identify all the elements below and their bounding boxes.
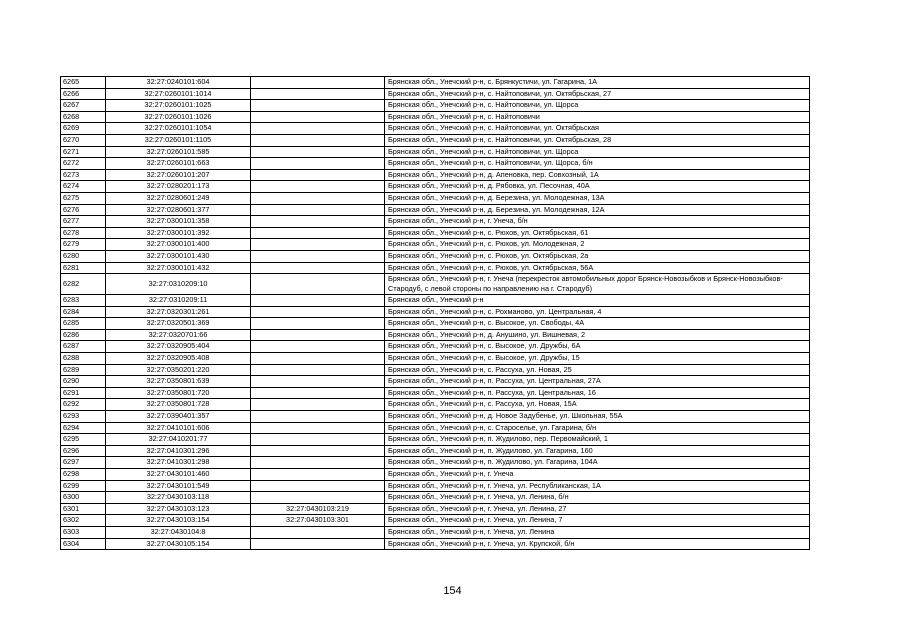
address-cell: Брянская обл., Унечский р-н, г. Унеча, ул. Ленина [385,526,810,538]
row-number-cell: 6290 [61,376,106,388]
address-cell: Брянская обл., Унечский р-н, п. Рассуха, ул. Центральная, 16 [385,387,810,399]
address-cell: Брянская обл., Унечский р-н, с. Найтоповичи [385,111,810,123]
row-number-cell: 6265 [61,77,106,89]
row-number-cell: 6270 [61,134,106,146]
row-number-cell: 6303 [61,526,106,538]
address-cell: Брянская обл., Унечский р-н, с. Найтоповичи, ул. Щорса [385,146,810,158]
previous-cadastral-number-cell [251,457,385,469]
table-row [61,538,810,550]
address-cell: Брянская обл., Унечский р-н, с. Староселье, ул. Гагарина, б/н [385,422,810,434]
previous-cadastral-number-cell [251,250,385,262]
cadastral-number-cell: 32:27:0300101:392 [106,227,251,239]
table-row [61,387,810,399]
previous-cadastral-number-cell [251,469,385,481]
previous-cadastral-number-cell [251,434,385,446]
cadastral-number-cell: 32:27:0300101:432 [106,262,251,274]
address-cell: Брянская обл., Унечский р-н, п. Жудилово, пер. Первомайский, 1 [385,434,810,446]
row-number-cell: 6289 [61,364,106,376]
table-row [61,216,810,228]
previous-cadastral-number-cell [251,239,385,251]
table-row [61,262,810,274]
cadastral-number-cell: 32:27:0430101:549 [106,480,251,492]
previous-cadastral-number-cell [251,341,385,353]
row-number-cell: 6272 [61,158,106,170]
previous-cadastral-number-cell [251,295,385,307]
row-number-cell: 6282 [61,274,106,295]
table-row [61,146,810,158]
table-row [61,526,810,538]
row-number-cell: 6302 [61,515,106,527]
cadastral-number-cell: 32:27:0260101:1105 [106,134,251,146]
row-number-cell: 6280 [61,250,106,262]
cadastral-number-cell: 32:27:0260101:1054 [106,123,251,135]
table-row [61,100,810,112]
address-cell: Брянская обл., Унечский р-н, с. Найтоповичи, ул. Щорса, б/н [385,158,810,170]
cadastral-number-cell: 32:27:0310209:11 [106,295,251,307]
table-row [61,274,810,295]
address-cell: Брянская обл., Унечский р-н, с. Высокое, ул. Дружбы, 6А [385,341,810,353]
cadastral-number-cell: 32:27:0430103:154 [106,515,251,527]
row-number-cell: 6304 [61,538,106,550]
row-number-cell: 6283 [61,295,106,307]
address-cell: Брянская обл., Унечский р-н, с. Рюхов, ул. Октябрьская, 2а [385,250,810,262]
row-number-cell: 6296 [61,445,106,457]
address-cell: Брянская обл., Унечский р-н, г. Унеча, ул. Ленина, 27 [385,503,810,515]
table-row [61,376,810,388]
previous-cadastral-number-cell [251,480,385,492]
table-row [61,227,810,239]
cadastral-number-cell: 32:27:0300101:430 [106,250,251,262]
table-row [61,306,810,318]
previous-cadastral-number-cell [251,227,385,239]
previous-cadastral-number-cell [251,158,385,170]
cadastral-number-cell: 32:27:0320501:369 [106,318,251,330]
table-row [61,411,810,423]
previous-cadastral-number-cell [251,318,385,330]
address-cell: Брянская обл., Унечский р-н, с. Рюхов, ул. Октябрьская, 61 [385,227,810,239]
table-row [61,434,810,446]
cadastral-number-cell: 32:27:0240101:604 [106,77,251,89]
address-cell: Брянская обл., Унечский р-н, п. Рассуха, ул. Центральная, 27А [385,376,810,388]
row-number-cell: 6276 [61,204,106,216]
cadastral-number-cell: 32:27:0260101:1026 [106,111,251,123]
row-number-cell: 6291 [61,387,106,399]
table-row [61,169,810,181]
address-cell: Брянская обл., Унечский р-н, г. Унеча, б/н [385,216,810,228]
address-cell: Брянская обл., Унечский р-н, д. Анушино, ул. Вишневая, 2 [385,329,810,341]
table-row [61,353,810,365]
address-cell: Брянская обл., Унечский р-н, с. Рассуха, ул. Новая, 15А [385,399,810,411]
cadastral-number-cell: 32:27:0430104:8 [106,526,251,538]
cadastral-number-cell: 32:27:0430103:123 [106,503,251,515]
address-cell: Брянская обл., Унечский р-н, с. Брянкустичи, ул. Гагарина, 1А [385,77,810,89]
address-cell: Брянская обл., Унечский р-н, г. Унеча (перекресток автомобильных дорог Брянск-Новозыбков и Брянск-Новозыбков-Стародуб, с левой стороны по направлению на г. Стародуб) [385,274,810,295]
cadastral-number-cell: 32:27:0260101:663 [106,158,251,170]
cadastral-number-cell: 32:27:0320905:408 [106,353,251,365]
table-row [61,239,810,251]
address-cell: Брянская обл., Унечский р-н, с. Найтоповичи, ул. Щорса [385,100,810,112]
address-cell: Брянская обл., Унечский р-н, г. Унеча, ул. Крупской, б/н [385,538,810,550]
row-number-cell: 6295 [61,434,106,446]
table-row [61,515,810,527]
previous-cadastral-number-cell [251,216,385,228]
row-number-cell: 6299 [61,480,106,492]
row-number-cell: 6284 [61,306,106,318]
registry-table-body [61,77,810,550]
table-row [61,123,810,135]
address-cell: Брянская обл., Унечский р-н, п. Жудилово, ул. Гагарина, 104А [385,457,810,469]
previous-cadastral-number-cell [251,100,385,112]
cadastral-number-cell: 32:27:0310209:10 [106,274,251,295]
address-cell: Брянская обл., Унечский р-н, д. Березина, ул. Молодежная, 13А [385,192,810,204]
previous-cadastral-number-cell [251,169,385,181]
registry-table [60,76,810,550]
cadastral-number-cell: 32:27:0300101:358 [106,216,251,228]
row-number-cell: 6275 [61,192,106,204]
address-cell: Брянская обл., Унечский р-н, г. Унеча, ул. Ленина, б/н [385,492,810,504]
address-cell: Брянская обл., Унечский р-н, д. Березина, ул. Молодежная, 12А [385,204,810,216]
row-number-cell: 6268 [61,111,106,123]
previous-cadastral-number-cell [251,445,385,457]
previous-cadastral-number-cell [251,411,385,423]
row-number-cell: 6292 [61,399,106,411]
previous-cadastral-number-cell [251,526,385,538]
cadastral-number-cell: 32:27:0410201:77 [106,434,251,446]
address-cell: Брянская обл., Унечский р-н, г. Унеча, ул. Ленина, 7 [385,515,810,527]
row-number-cell: 6294 [61,422,106,434]
address-cell: Брянская обл., Унечский р-н, с. Рассуха, ул. Новая, 25 [385,364,810,376]
previous-cadastral-number-cell [251,353,385,365]
previous-cadastral-number-cell [251,274,385,295]
previous-cadastral-number-cell [251,262,385,274]
cadastral-number-cell: 32:27:0350801:639 [106,376,251,388]
table-row [61,480,810,492]
previous-cadastral-number-cell [251,399,385,411]
row-number-cell: 6273 [61,169,106,181]
previous-cadastral-number-cell [251,134,385,146]
previous-cadastral-number-cell: 32:27:0430103:301 [251,515,385,527]
table-row [61,111,810,123]
table-row [61,329,810,341]
address-cell: Брянская обл., Унечский р-н, с. Найтоповичи, ул. Октябрьская, 27 [385,88,810,100]
previous-cadastral-number-cell [251,387,385,399]
row-number-cell: 6274 [61,181,106,193]
table-row [61,341,810,353]
table-row [61,457,810,469]
previous-cadastral-number-cell [251,77,385,89]
cadastral-number-cell: 32:27:0320905:404 [106,341,251,353]
table-row [61,158,810,170]
address-cell: Брянская обл., Унечский р-н, д. Апеновка, пер. Совхозный, 1А [385,169,810,181]
row-number-cell: 6301 [61,503,106,515]
row-number-cell: 6267 [61,100,106,112]
row-number-cell: 6286 [61,329,106,341]
cadastral-number-cell: 32:27:0280601:249 [106,192,251,204]
table-row [61,134,810,146]
table-row [61,445,810,457]
address-cell: Брянская обл., Унечский р-н, д. Новое Задубенье, ул. Школьная, 55А [385,411,810,423]
address-cell: Брянская обл., Унечский р-н, с. Найтоповичи, ул. Октябрьская [385,123,810,135]
previous-cadastral-number-cell [251,329,385,341]
previous-cadastral-number-cell [251,123,385,135]
previous-cadastral-number-cell [251,306,385,318]
cadastral-number-cell: 32:27:0260101:207 [106,169,251,181]
previous-cadastral-number-cell: 32:27:0430103:219 [251,503,385,515]
previous-cadastral-number-cell [251,422,385,434]
row-number-cell: 6287 [61,341,106,353]
table-row [61,399,810,411]
cadastral-number-cell: 32:27:0430105:154 [106,538,251,550]
row-number-cell: 6297 [61,457,106,469]
table-row [61,77,810,89]
table-row [61,204,810,216]
page-number: 154 [443,585,462,597]
table-row [61,181,810,193]
cadastral-number-cell: 32:27:0280201:173 [106,181,251,193]
row-number-cell: 6269 [61,123,106,135]
row-number-cell: 6279 [61,239,106,251]
cadastral-number-cell: 32:27:0260101:585 [106,146,251,158]
address-cell: Брянская обл., Унечский р-н, г. Унеча, ул. Республиканская, 1А [385,480,810,492]
row-number-cell: 6266 [61,88,106,100]
table-row [61,250,810,262]
previous-cadastral-number-cell [251,192,385,204]
address-cell: Брянская обл., Унечский р-н [385,295,810,307]
address-cell: Брянская обл., Унечский р-н, г. Унеча [385,469,810,481]
table-row [61,192,810,204]
row-number-cell: 6281 [61,262,106,274]
row-number-cell: 6288 [61,353,106,365]
cadastral-number-cell: 32:27:0410301:296 [106,445,251,457]
table-row [61,422,810,434]
cadastral-number-cell: 32:27:0320301:261 [106,306,251,318]
previous-cadastral-number-cell [251,492,385,504]
address-cell: Брянская обл., Унечский р-н, с. Найтоповичи, ул. Октябрьская, 28 [385,134,810,146]
previous-cadastral-number-cell [251,204,385,216]
table-row [61,492,810,504]
row-number-cell: 6300 [61,492,106,504]
row-number-cell: 6278 [61,227,106,239]
table-row [61,295,810,307]
previous-cadastral-number-cell [251,146,385,158]
cadastral-number-cell: 32:27:0430101:460 [106,469,251,481]
address-cell: Брянская обл., Унечский р-н, д. Рябовка, ул. Песочная, 40А [385,181,810,193]
cadastral-number-cell: 32:27:0260101:1025 [106,100,251,112]
address-cell: Брянская обл., Унечский р-н, с. Высокое, ул. Свободы, 4А [385,318,810,330]
table-row [61,88,810,100]
address-cell: Брянская обл., Унечский р-н, с. Рюхов, ул. Октябрьская, 56А [385,262,810,274]
cadastral-number-cell: 32:27:0350801:720 [106,387,251,399]
table-row [61,503,810,515]
row-number-cell: 6271 [61,146,106,158]
cadastral-number-cell: 32:27:0350201:220 [106,364,251,376]
row-number-cell: 6277 [61,216,106,228]
address-cell: Брянская обл., Унечский р-н, с. Высокое, ул. Дружбы, 15 [385,353,810,365]
address-cell: Брянская обл., Унечский р-н, с. Рохманово, ул. Центральная, 4 [385,306,810,318]
previous-cadastral-number-cell [251,181,385,193]
previous-cadastral-number-cell [251,538,385,550]
row-number-cell: 6293 [61,411,106,423]
address-cell: Брянская обл., Унечский р-н, с. Рюхов, ул. Молодежная, 2 [385,239,810,251]
row-number-cell: 6298 [61,469,106,481]
cadastral-number-cell: 32:27:0300101:400 [106,239,251,251]
table-row [61,364,810,376]
cadastral-number-cell: 32:27:0320701:66 [106,329,251,341]
table-row [61,469,810,481]
table-row [61,318,810,330]
cadastral-number-cell: 32:27:0430103:118 [106,492,251,504]
cadastral-number-cell: 32:27:0390401:357 [106,411,251,423]
cadastral-number-cell: 32:27:0410101:606 [106,422,251,434]
cadastral-number-cell: 32:27:0280601:377 [106,204,251,216]
cadastral-number-cell: 32:27:0260101:1014 [106,88,251,100]
address-cell: Брянская обл., Унечский р-н, п. Жудилово, ул. Гагарина, 160 [385,445,810,457]
previous-cadastral-number-cell [251,376,385,388]
cadastral-number-cell: 32:27:0350801:728 [106,399,251,411]
previous-cadastral-number-cell [251,111,385,123]
previous-cadastral-number-cell [251,88,385,100]
row-number-cell: 6285 [61,318,106,330]
previous-cadastral-number-cell [251,364,385,376]
cadastral-number-cell: 32:27:0410301:298 [106,457,251,469]
